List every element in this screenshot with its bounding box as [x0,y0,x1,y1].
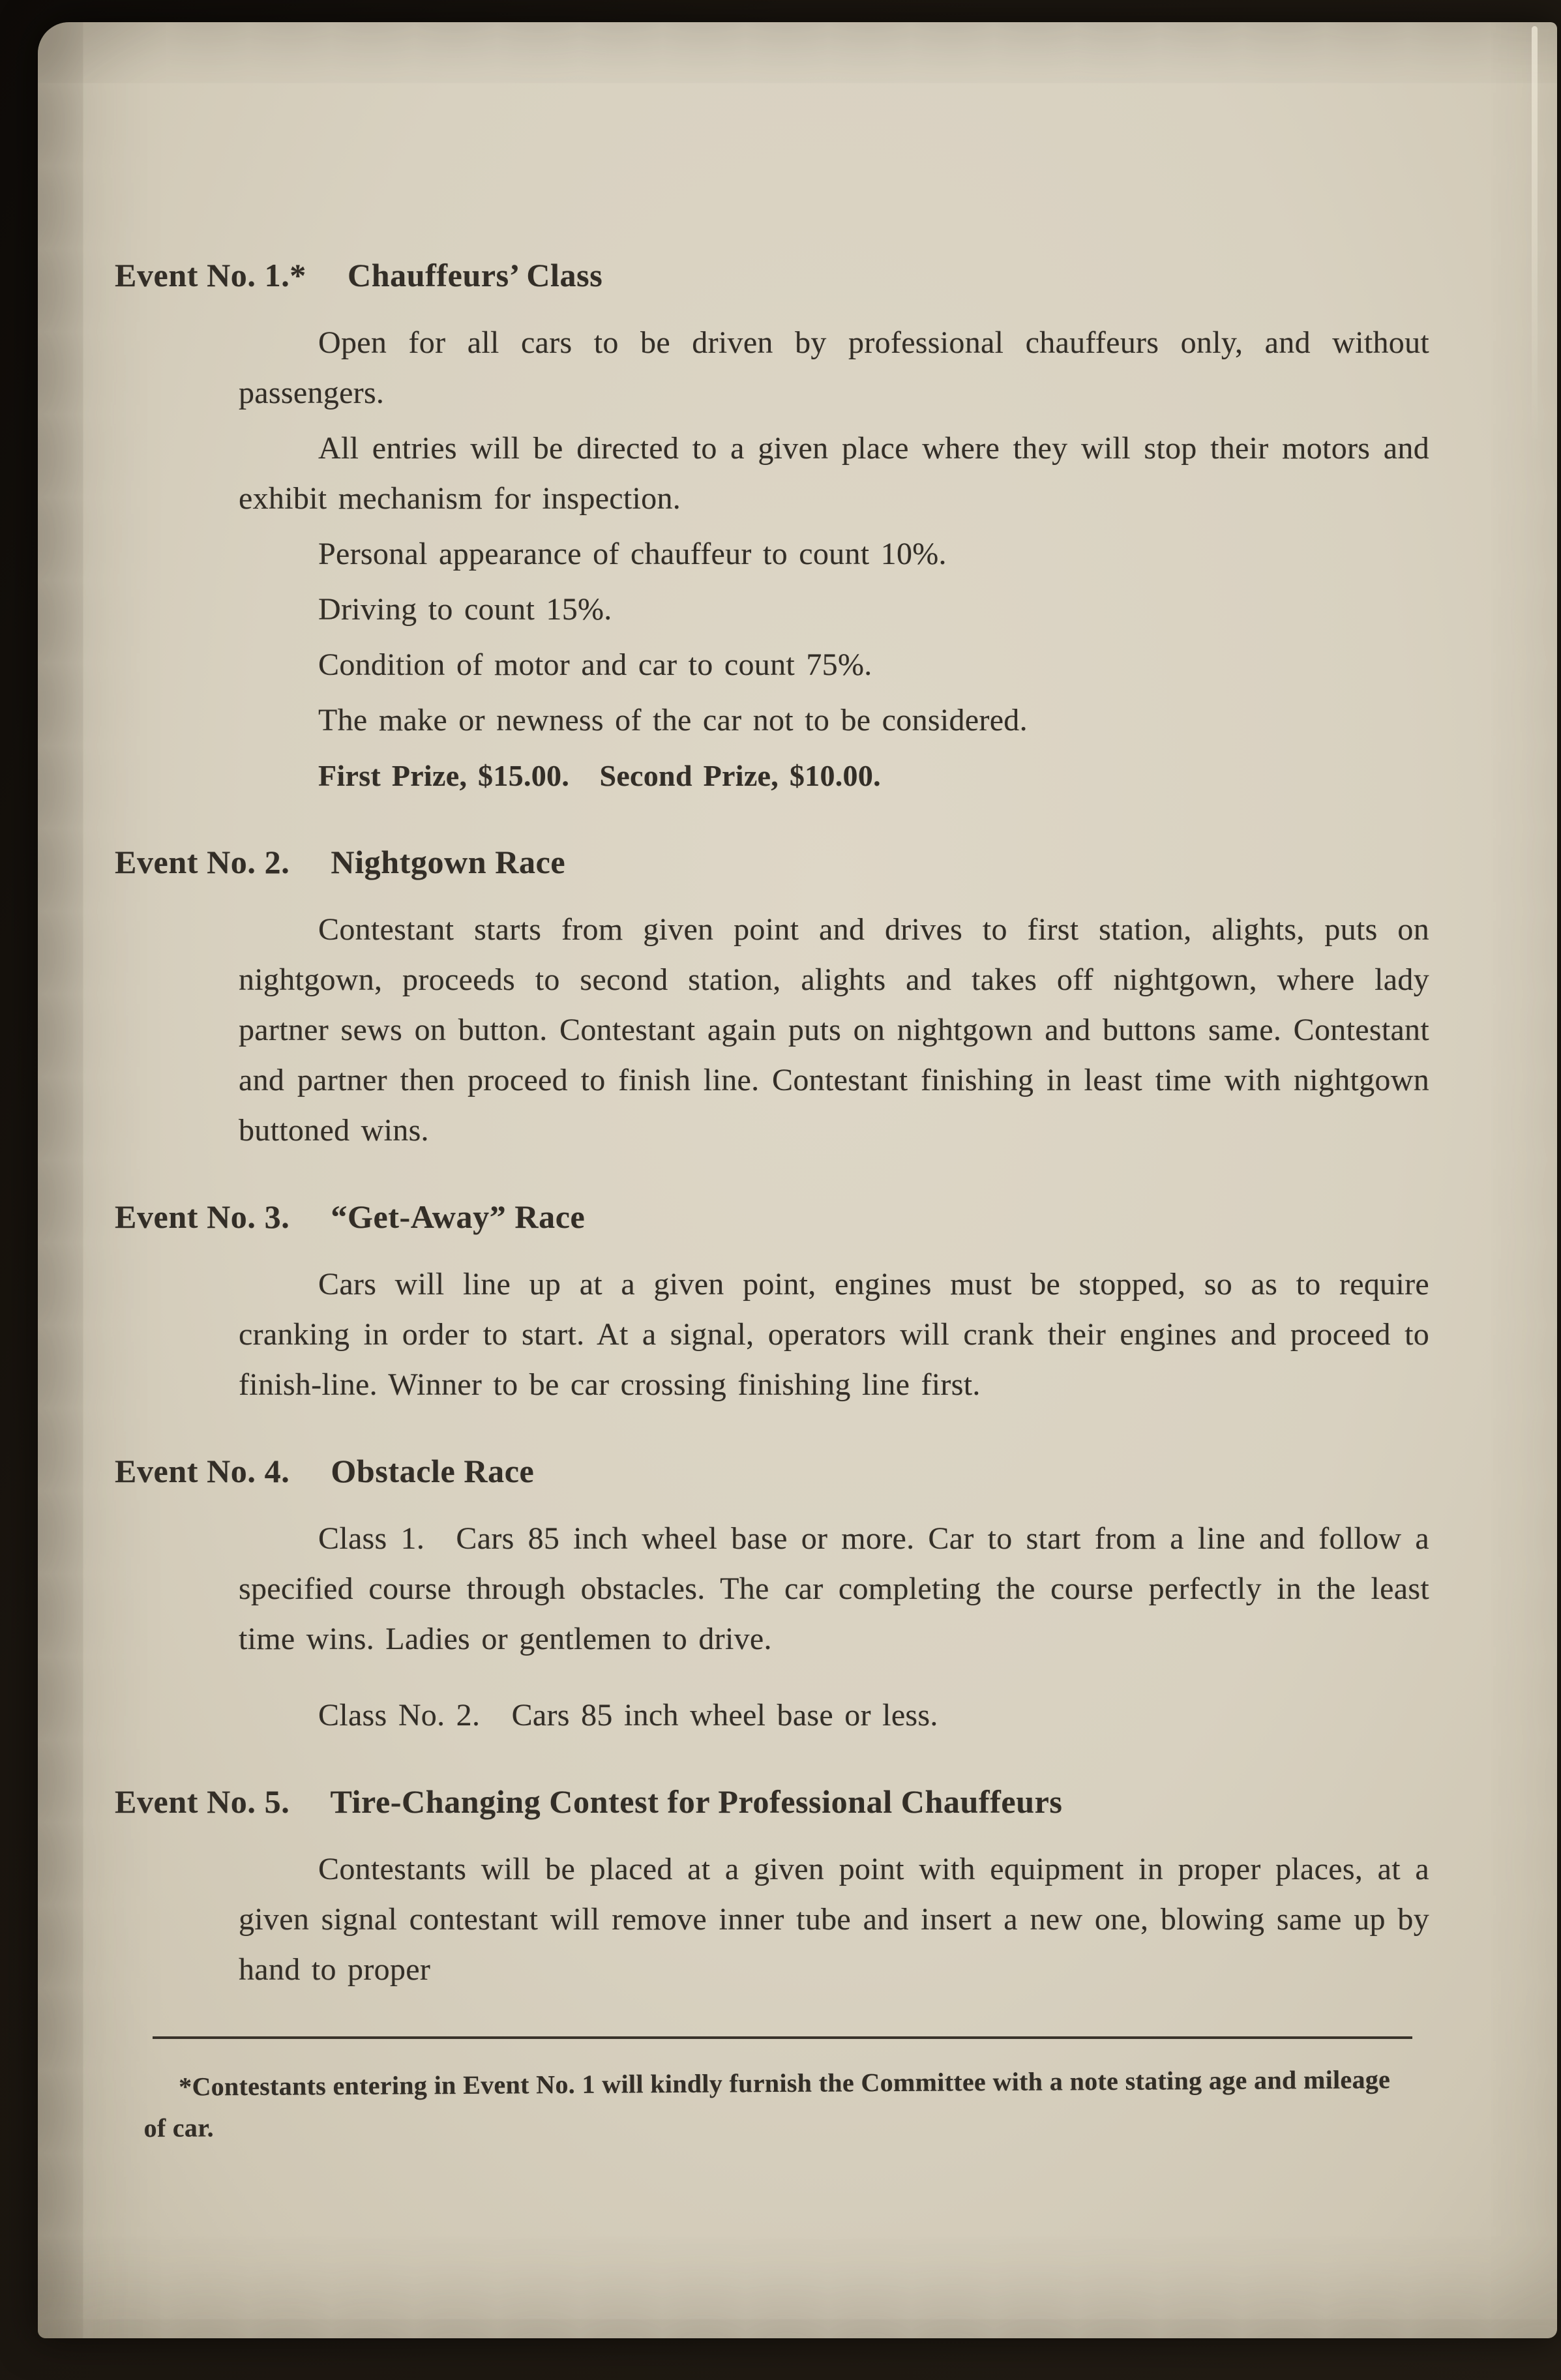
event-paragraph: Open for all cars to be driven by professional chauffeurs only, and without passengers. [239,325,1429,410]
event-section-5 [115,1777,1429,1995]
event-paragraph: All entries will be directed to a given place where they will stop their motors and exhibit mechanism for inspection. [239,431,1429,516]
event-number: Event No. 1.* [115,257,306,293]
event-number: Event No. 4. [115,1453,290,1489]
event-section-2 [115,837,1429,1155]
event-paragraph: Class 1. Cars 85 inch wheel base or more. Car to start from a line and follow a specified course through obstacles. The car completing the course perfectly in the least time wins. Ladies or gentlemen to drive. [239,1521,1429,1656]
event-heading [115,1446,1429,1496]
event-title: Chauffeurs’ Class [348,257,603,293]
event-title: Obstacle Race [331,1453,535,1489]
prize-line: First Prize, $15.00. Second Prize, $10.00. [318,759,881,792]
event-heading [115,1192,1429,1242]
event-paragraph: Contestants will be placed at a given point with equipment in proper places, at a given signal contestant will remove inner tube and insert a new one, blowing same up by hand to proper [239,1852,1429,1987]
footnote-divider [153,2036,1412,2039]
event-heading [115,250,1429,301]
event-heading [115,1777,1429,1827]
event-section-4 [115,1446,1429,1740]
event-paragraph: Personal appearance of chauffeur to count 10%. [318,537,947,571]
event-section-3 [115,1192,1429,1410]
page-edge [1532,26,1538,443]
event-paragraph: Class No. 2. Cars 85 inch wheel base or less. [318,1698,938,1733]
event-paragraph: The make or newness of the car not to be considered. [318,703,1028,737]
event-number: Event No. 2. [115,844,290,880]
event-title: Nightgown Race [331,844,566,880]
scanned-page [38,22,1557,2338]
event-paragraph: Contestant starts from given point and drives to first station, alights, puts on nightgown, proceeds to second station, alights and takes off nightgown, where lady partner sews on button. Contestant again puts on nightgown and buttons same. Contestant and partner then proceed to finish line. Contestant finishing in least time with nightgown buttoned wins. [239,912,1429,1148]
page-content [115,250,1429,2149]
event-paragraph: Cars will line up at a given point, engines must be stopped, so as to require cranking in order to start. At a signal, operators will crank their engines and proceed to finish-line. Winner to be car crossing finishing line first. [239,1267,1429,1402]
footnote-text: *Contestants entering in Event No. 1 will kindly furnish the Committee with a note stating age and mileage of car. [143,2064,1391,2143]
event-heading [115,837,1429,887]
event-number: Event No. 3. [115,1198,290,1235]
event-title: Tire-Changing Contest for Professional Chauffeurs [330,1783,1063,1820]
event-section-1 [115,250,1429,801]
event-number: Event No. 5. [115,1783,290,1820]
event-paragraph: Driving to count 15%. [318,592,612,627]
event-title: “Get-Away” Race [331,1198,586,1235]
event-paragraph: Condition of motor and car to count 75%. [318,647,872,682]
